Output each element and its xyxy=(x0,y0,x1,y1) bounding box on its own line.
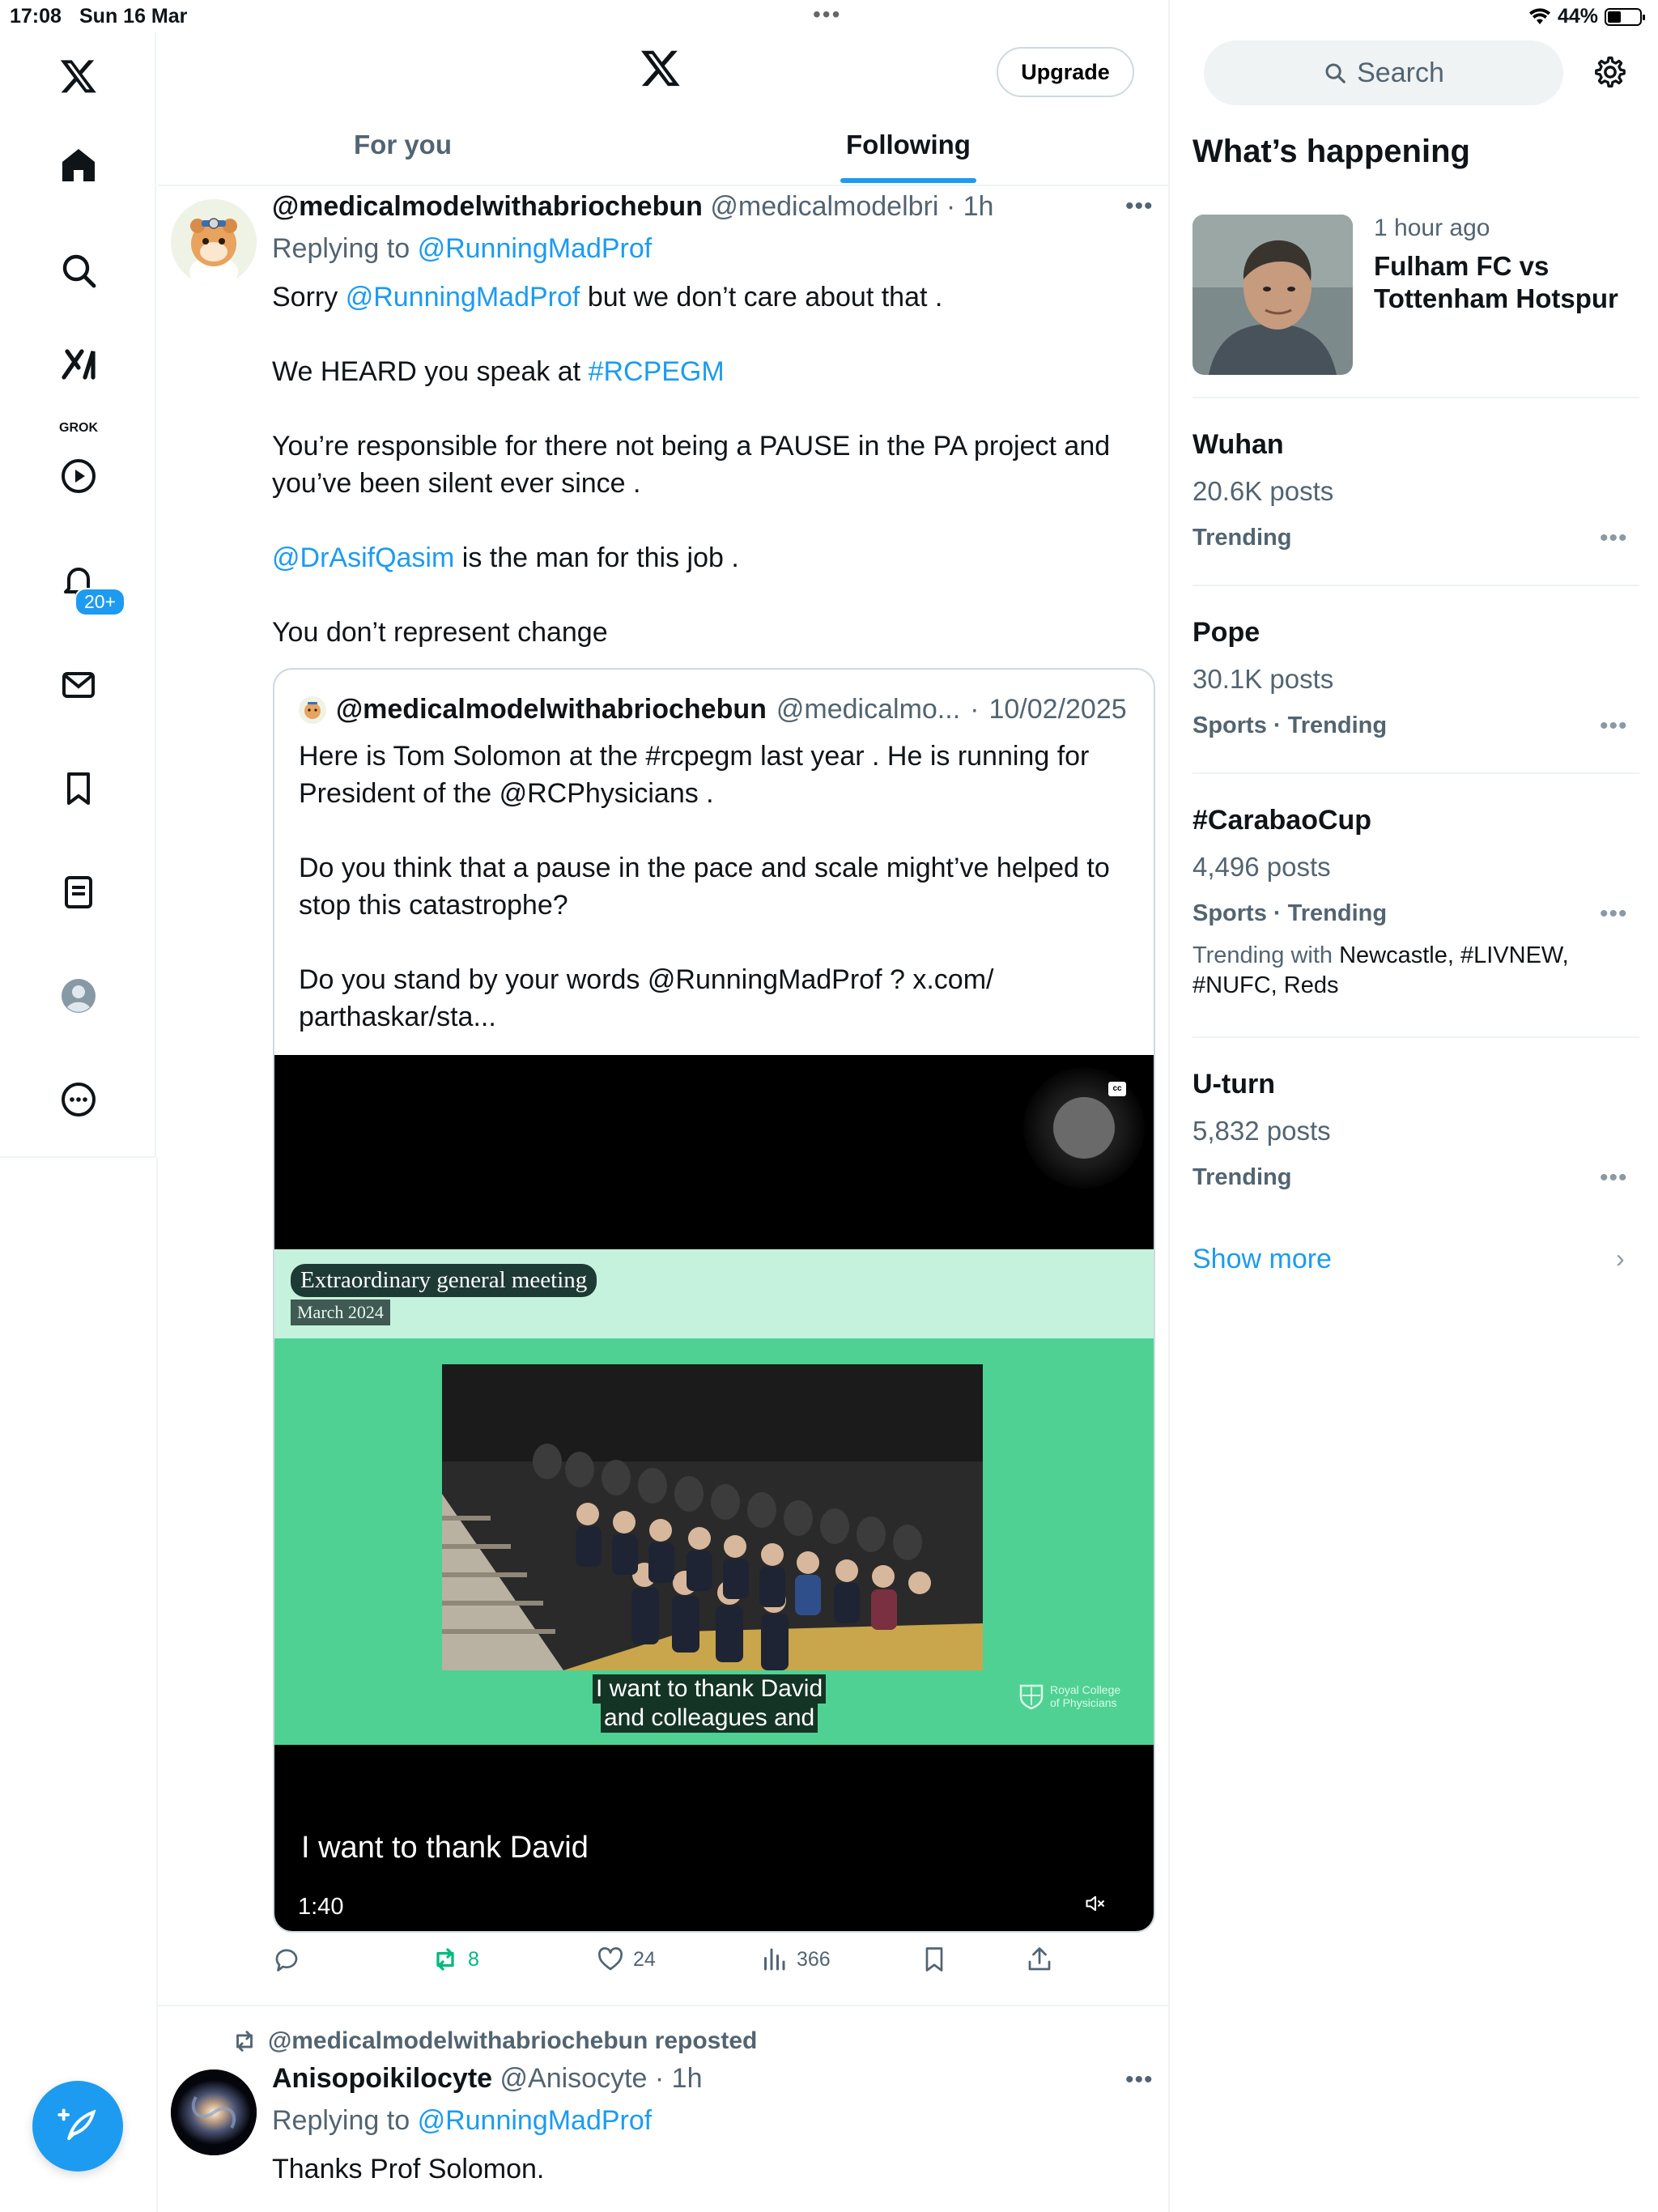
trend-meta: Trending xyxy=(1192,1164,1292,1190)
video-frame xyxy=(274,1249,1155,1745)
mention-link[interactable]: @RunningMadProf xyxy=(345,282,580,313)
home-icon[interactable] xyxy=(53,139,104,191)
share-button[interactable] xyxy=(1025,1945,1054,1974)
search-icon xyxy=(1323,61,1347,85)
quote-text-line: stop this catastrophe? xyxy=(299,890,568,921)
search-input[interactable] xyxy=(1204,40,1563,105)
tab-for-you[interactable]: For you xyxy=(354,130,452,160)
whats-happening-heading: What’s happening xyxy=(1192,134,1470,169)
trend-name[interactable]: U-turn xyxy=(1192,1069,1275,1100)
trend-meta: Trending xyxy=(1192,525,1292,551)
repost-count: 8 xyxy=(468,1947,479,1971)
quote-date: 10/02/2025 xyxy=(988,694,1127,725)
video-caption: I want to thank David xyxy=(301,1831,589,1865)
post-more-button[interactable]: ••• xyxy=(1125,193,1154,219)
quote-avatar xyxy=(299,696,326,724)
trending-with-prefix: Trending with xyxy=(1192,942,1333,968)
replying-to-mention[interactable]: @RunningMadProf xyxy=(417,233,653,264)
left-nav xyxy=(0,32,156,1158)
post-text-line xyxy=(272,279,942,316)
lecture-hall-image xyxy=(442,1364,983,1670)
author-name[interactable]: Anisopoikilocyte xyxy=(272,2063,493,2094)
logo-text: of Physicians xyxy=(1050,1696,1117,1709)
reposted-by[interactable]: @medicalmodelwithabriochebun reposted xyxy=(268,2027,758,2054)
quote-header: @medicalmodelwithabriochebun @medicalmo... · 10/02/2025 xyxy=(299,694,1127,725)
tab-divider xyxy=(158,185,1170,186)
replying-to xyxy=(272,2102,652,2139)
news-title-line: Fulham FC vs xyxy=(1374,251,1550,281)
search-icon[interactable] xyxy=(53,245,104,296)
video-duration: 1:40 xyxy=(298,1894,344,1920)
trending-with-items[interactable]: Newcastle, #LIVNEW, xyxy=(1339,942,1569,968)
post-time[interactable]: 1h xyxy=(963,191,994,222)
x-logo-icon[interactable] xyxy=(53,50,104,102)
post-action-bar xyxy=(272,1945,1082,1985)
trend-meta: Sports · Trending xyxy=(1192,713,1388,738)
active-tab-indicator xyxy=(840,178,976,183)
share-icon xyxy=(1025,1945,1054,1974)
video-banner xyxy=(274,1249,1155,1338)
avatar[interactable] xyxy=(171,199,257,285)
post-text-line xyxy=(272,353,725,390)
status-date: Sun 16 Mar xyxy=(79,5,188,28)
notifications-badge: 20+ xyxy=(74,588,125,616)
bookmark-icon xyxy=(920,1945,949,1974)
post-text-line: Thanks Prof Solomon. xyxy=(272,2154,545,2184)
news-image xyxy=(1192,215,1353,375)
quote-text-line: Do you think that a pause in the pace and scale might’ve helped to xyxy=(299,853,1110,883)
repost-icon xyxy=(431,1945,460,1974)
header-x-logo-icon[interactable] xyxy=(640,47,682,93)
replying-to xyxy=(272,230,652,267)
settings-icon[interactable] xyxy=(1592,53,1629,95)
text-fragment: We HEARD you speak at xyxy=(272,356,581,387)
hamster-doctor-avatar xyxy=(171,199,257,285)
tab-following[interactable]: Following xyxy=(846,130,971,160)
post-header: Anisopoikilocyte @Anisocyte · 1h xyxy=(272,2063,703,2094)
subtitle-line: I want to thank David xyxy=(593,1674,826,1704)
trend-count: 30.1K posts xyxy=(1192,664,1334,694)
profile-icon[interactable] xyxy=(53,970,104,1022)
reply-button[interactable] xyxy=(272,1945,301,1974)
repost-context xyxy=(231,2027,757,2055)
bookmark-icon[interactable] xyxy=(53,763,104,815)
compose-button[interactable] xyxy=(32,2081,123,2172)
text-fragment: but we don’t care about that . xyxy=(587,282,943,313)
quote-text-line: President of the @RCPhysicians . xyxy=(299,778,714,809)
trend-name[interactable]: Pope xyxy=(1192,617,1261,648)
trend-name[interactable]: Wuhan xyxy=(1192,429,1284,460)
trend-more-button[interactable]: ••• xyxy=(1600,900,1628,927)
post-divider xyxy=(158,2005,1170,2006)
captions-icon[interactable]: cc xyxy=(1108,1082,1126,1096)
bookmark-post-button[interactable] xyxy=(920,1945,949,1974)
video-player[interactable] xyxy=(274,1055,1155,1933)
quote-author-handle[interactable]: @medicalmo... xyxy=(776,694,961,725)
quote-text-line: Do you stand by your words @RunningMadProf ? x.com/ xyxy=(299,964,994,995)
author-name[interactable]: @medicalmodelwithabriochebun xyxy=(272,191,703,222)
sidebar-divider xyxy=(1192,1036,1639,1038)
trending-with-items[interactable]: #NUFC, Reds xyxy=(1192,972,1339,998)
like-icon xyxy=(596,1945,625,1974)
mute-icon[interactable] xyxy=(1084,1892,1107,1915)
trend-more-button[interactable]: ••• xyxy=(1600,1164,1628,1191)
battery-icon xyxy=(1605,8,1642,26)
text-fragment: Sorry xyxy=(272,282,338,313)
quote-author-name[interactable]: @medicalmodelwithabriochebun xyxy=(336,694,767,725)
logo-text: Royal College xyxy=(1050,1683,1121,1696)
main-timeline xyxy=(158,0,1170,2212)
sidebar-divider xyxy=(1192,585,1639,586)
trend-name[interactable]: #CarabaoCup xyxy=(1192,805,1372,836)
sidebar-divider xyxy=(1192,772,1639,774)
chevron-right-icon: › xyxy=(1616,1244,1625,1273)
post-time[interactable]: 1h xyxy=(671,2063,703,2094)
subtitle-line: and colleagues and xyxy=(601,1704,818,1733)
status-time: 17:08 xyxy=(10,5,62,28)
video-icon[interactable] xyxy=(53,450,104,502)
status-right xyxy=(1528,5,1642,28)
show-more-link[interactable]: Show more xyxy=(1192,1244,1332,1274)
trend-more-button[interactable]: ••• xyxy=(1600,713,1628,739)
burned-in-subtitle xyxy=(593,1674,826,1733)
mail-icon[interactable] xyxy=(53,659,104,711)
news-title xyxy=(1374,250,1618,315)
views-icon xyxy=(759,1945,789,1974)
battery-percent: 44% xyxy=(1557,5,1598,28)
quote-text-line: Here is Tom Solomon at the #rcpegm last year . He is running for xyxy=(299,741,1090,772)
replying-to-mention[interactable]: @RunningMadProf xyxy=(417,2105,653,2136)
list-icon[interactable] xyxy=(53,866,104,918)
galaxy-avatar xyxy=(171,2069,257,2155)
grok-icon[interactable] xyxy=(53,338,104,390)
video-control-knob[interactable] xyxy=(1023,1067,1145,1189)
trend-count: 20.6K posts xyxy=(1192,476,1334,506)
post-header: @medicalmodelwithabriochebun @medicalmodelbri · 1h xyxy=(272,191,994,222)
replying-prefix: Replying to xyxy=(272,2105,410,2136)
trending-with xyxy=(1192,941,1630,1001)
news-title-line: Tottenham Hotspur xyxy=(1374,283,1618,313)
sidebar-divider xyxy=(1192,397,1639,398)
post-text-line: you’ve been silent ever since . xyxy=(272,468,641,499)
search-placeholder: Search xyxy=(1357,57,1444,88)
replying-prefix: Replying to xyxy=(272,233,410,264)
banner-title: Extraordinary general meeting xyxy=(291,1264,597,1297)
reply-icon xyxy=(272,1945,301,1974)
text-fragment: is the man for this job . xyxy=(461,542,739,573)
trend-more-button[interactable]: ••• xyxy=(1600,525,1628,551)
multitasking-dots-icon[interactable]: ••• xyxy=(813,2,842,27)
view-count: 366 xyxy=(797,1947,831,1971)
author-handle[interactable]: @medicalmodelbri xyxy=(710,191,939,222)
trend-count: 5,832 posts xyxy=(1192,1116,1331,1146)
rcp-logo xyxy=(1018,1682,1120,1710)
trend-meta: Sports · Trending xyxy=(1192,900,1388,926)
trend-count: 4,496 posts xyxy=(1192,852,1331,882)
upgrade-button[interactable]: Upgrade xyxy=(997,47,1134,97)
mention-link[interactable]: @DrAsifQasim xyxy=(272,542,455,573)
wifi-icon xyxy=(1528,8,1551,26)
author-handle[interactable]: @Anisocyte xyxy=(500,2063,648,2094)
more-icon[interactable] xyxy=(53,1074,104,1125)
views-button[interactable] xyxy=(759,1945,831,1974)
news-time: 1 hour ago xyxy=(1374,215,1490,241)
quoted-post-card[interactable] xyxy=(273,668,1155,1933)
compose-icon xyxy=(57,2105,99,2147)
grok-label: GROK xyxy=(59,421,98,435)
repost-button[interactable] xyxy=(431,1945,479,1974)
avatar[interactable] xyxy=(171,2069,257,2155)
quote-text-line: parthaskar/sta... xyxy=(299,1002,496,1032)
post-text-line xyxy=(272,539,739,576)
post-text-line: You’re responsible for there not being a PAUSE in the PA project and xyxy=(272,431,1111,462)
repost-context-icon xyxy=(231,2027,258,2055)
post-text-line: You don’t represent change xyxy=(272,617,608,648)
hashtag-link[interactable]: #RCPEGM xyxy=(588,356,725,387)
rcp-crest-icon xyxy=(1018,1682,1045,1710)
like-count: 24 xyxy=(633,1947,656,1971)
banner-date: March 2024 xyxy=(291,1300,390,1325)
post-more-button[interactable]: ••• xyxy=(1125,2066,1154,2093)
like-button[interactable] xyxy=(596,1945,656,1974)
